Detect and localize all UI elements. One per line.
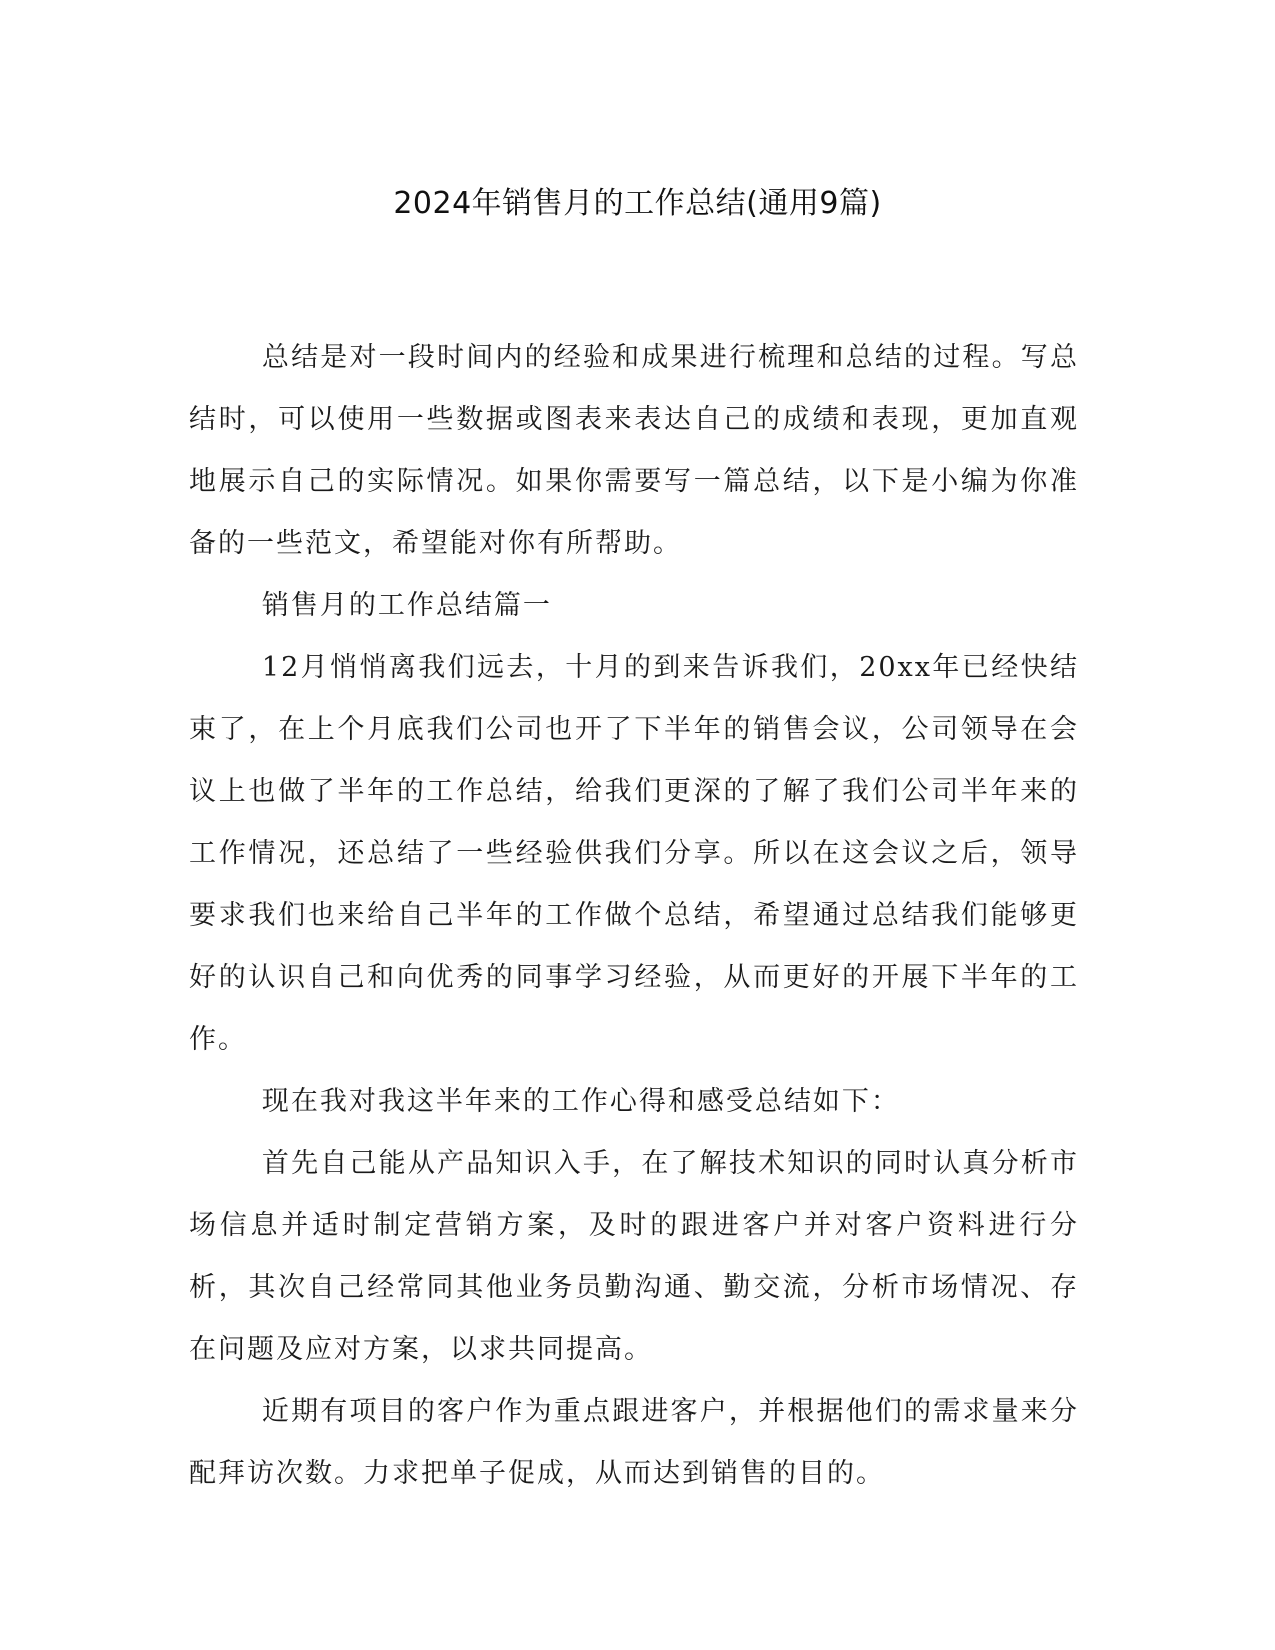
paragraph-summary-intro: 现在我对我这半年来的工作心得和感受总结如下： (261, 1086, 900, 1117)
paragraph-opening: 12月悄悄离我们远去，十月的到来告诉我们，20xx年已经快结束了，在上个月底我们公司也开了下半年的销售会议，公司领导在会议上也做了半年的工作总结，给我们更深的了解了我们公司半年来的工作情况，还总结了一些经验供我们分享。所以在这会议之后，领导要求我们也来给自己半年的工作做个总结，希望通过总结我们能够更好的认识自己和向优秀的同事学习经验，从而更好的开展下半年的工作。 (189, 652, 1079, 1055)
paragraph-intro: 总结是对一段时间内的经验和成果进行梳理和总结的过程。写总结时，可以使用一些数据或图表来表达自己的成绩和表现，更加直观地展示自己的实际情况。如果你需要写一篇总结，以下是小编为你准备的一些范文，希望能对你有所帮助。 (189, 342, 1079, 559)
paragraph-first-point: 首先自己能从产品知识入手，在了解技术知识的同时认真分析市场信息并适时制定营销方案，及时的跟进客户并对客户资料进行分析，其次自己经常同其他业务员勤沟通、勤交流，分析市场情况、存在问题及应对方案，以求共同提高。 (189, 1148, 1079, 1365)
document-title: 2024年销售月的工作总结(通用9篇) (393, 186, 882, 221)
paragraph-second-point: 近期有项目的客户作为重点跟进客户，并根据他们的需求量来分配拜访次数。力求把单子促成，从而达到销售的目的。 (189, 1396, 1079, 1489)
document-body (189, 327, 1079, 1505)
section-heading: 销售月的工作总结篇一 (261, 590, 552, 621)
